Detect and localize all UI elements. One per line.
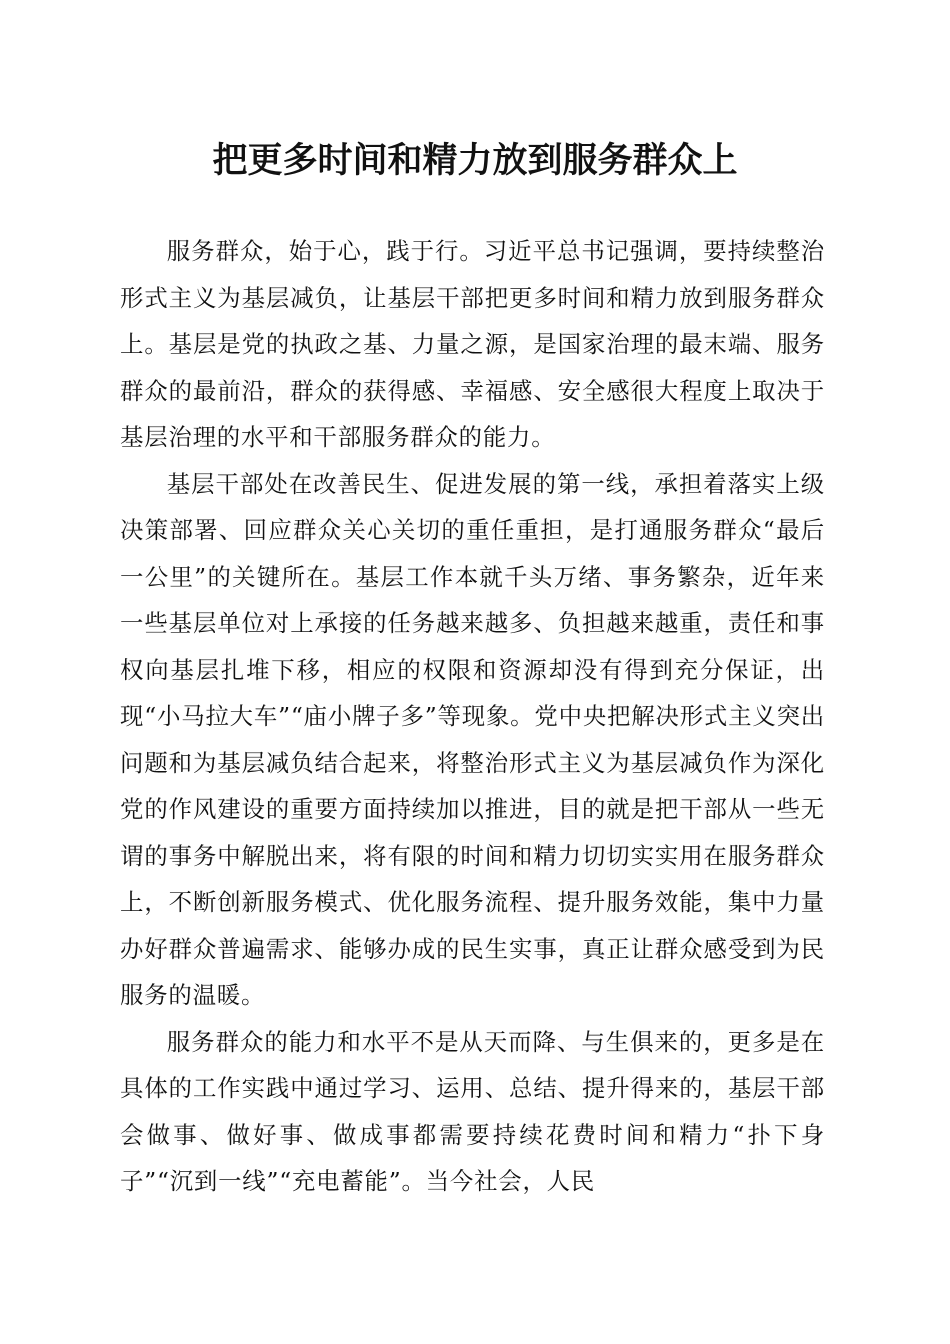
paragraph-1: 服务群众，始于心，践于行。习近平总书记强调，要持续整治形式主义为基层减负，让基层干部把更多时间和精力放到服务群众上。基层是党的执政之基、力量之源，是国家治理的最末端、服务群众的最前沿，群众的获得感、幸福感、安全感很大程度上取决于基层治理的水平和干部服务群众的能力。 [120, 237, 825, 451]
document-body [120, 228, 825, 1205]
paragraph-3: 服务群众的能力和水平不是从天而降、与生俱来的，更多是在具体的工作实践中通过学习、运用、总结、提升得来的，基层干部会做事、做好事、做成事都需要持续花费时间和精力“扑下身子”“沉到一线”“充电蓄能”。当今社会，人民 [120, 1027, 825, 1195]
document-title: 把更多时间和精力放到服务群众上 [212, 140, 738, 181]
paragraph-2: 基层干部处在改善民生、促进发展的第一线，承担着落实上级决策部署、回应群众关心关切的重任重担，是打通服务群众“最后一公里”的关键所在。基层工作本就千头万绪、事务繁杂，近年来一些基层单位对上承接的任务越来越多、负担越来越重，责任和事权向基层扎堆下移，相应的权限和资源却没有得到充分保证，出现“小马拉大车”“庙小牌子多”等现象。党中央把解决形式主义突出问题和为基层减负结合起来，将整治形式主义为基层减负作为深化党的作风建设的重要方面持续加以推进，目的就是把干部从一些无谓的事务中解脱出来，将有限的时间和精力切切实实用在服务群众上，不断创新服务模式、优化服务流程、提升服务效能，集中力量办好群众普遍需求、能够办成的民生实事，真正让群众感受到为民服务的温暖。 [120, 469, 825, 1009]
